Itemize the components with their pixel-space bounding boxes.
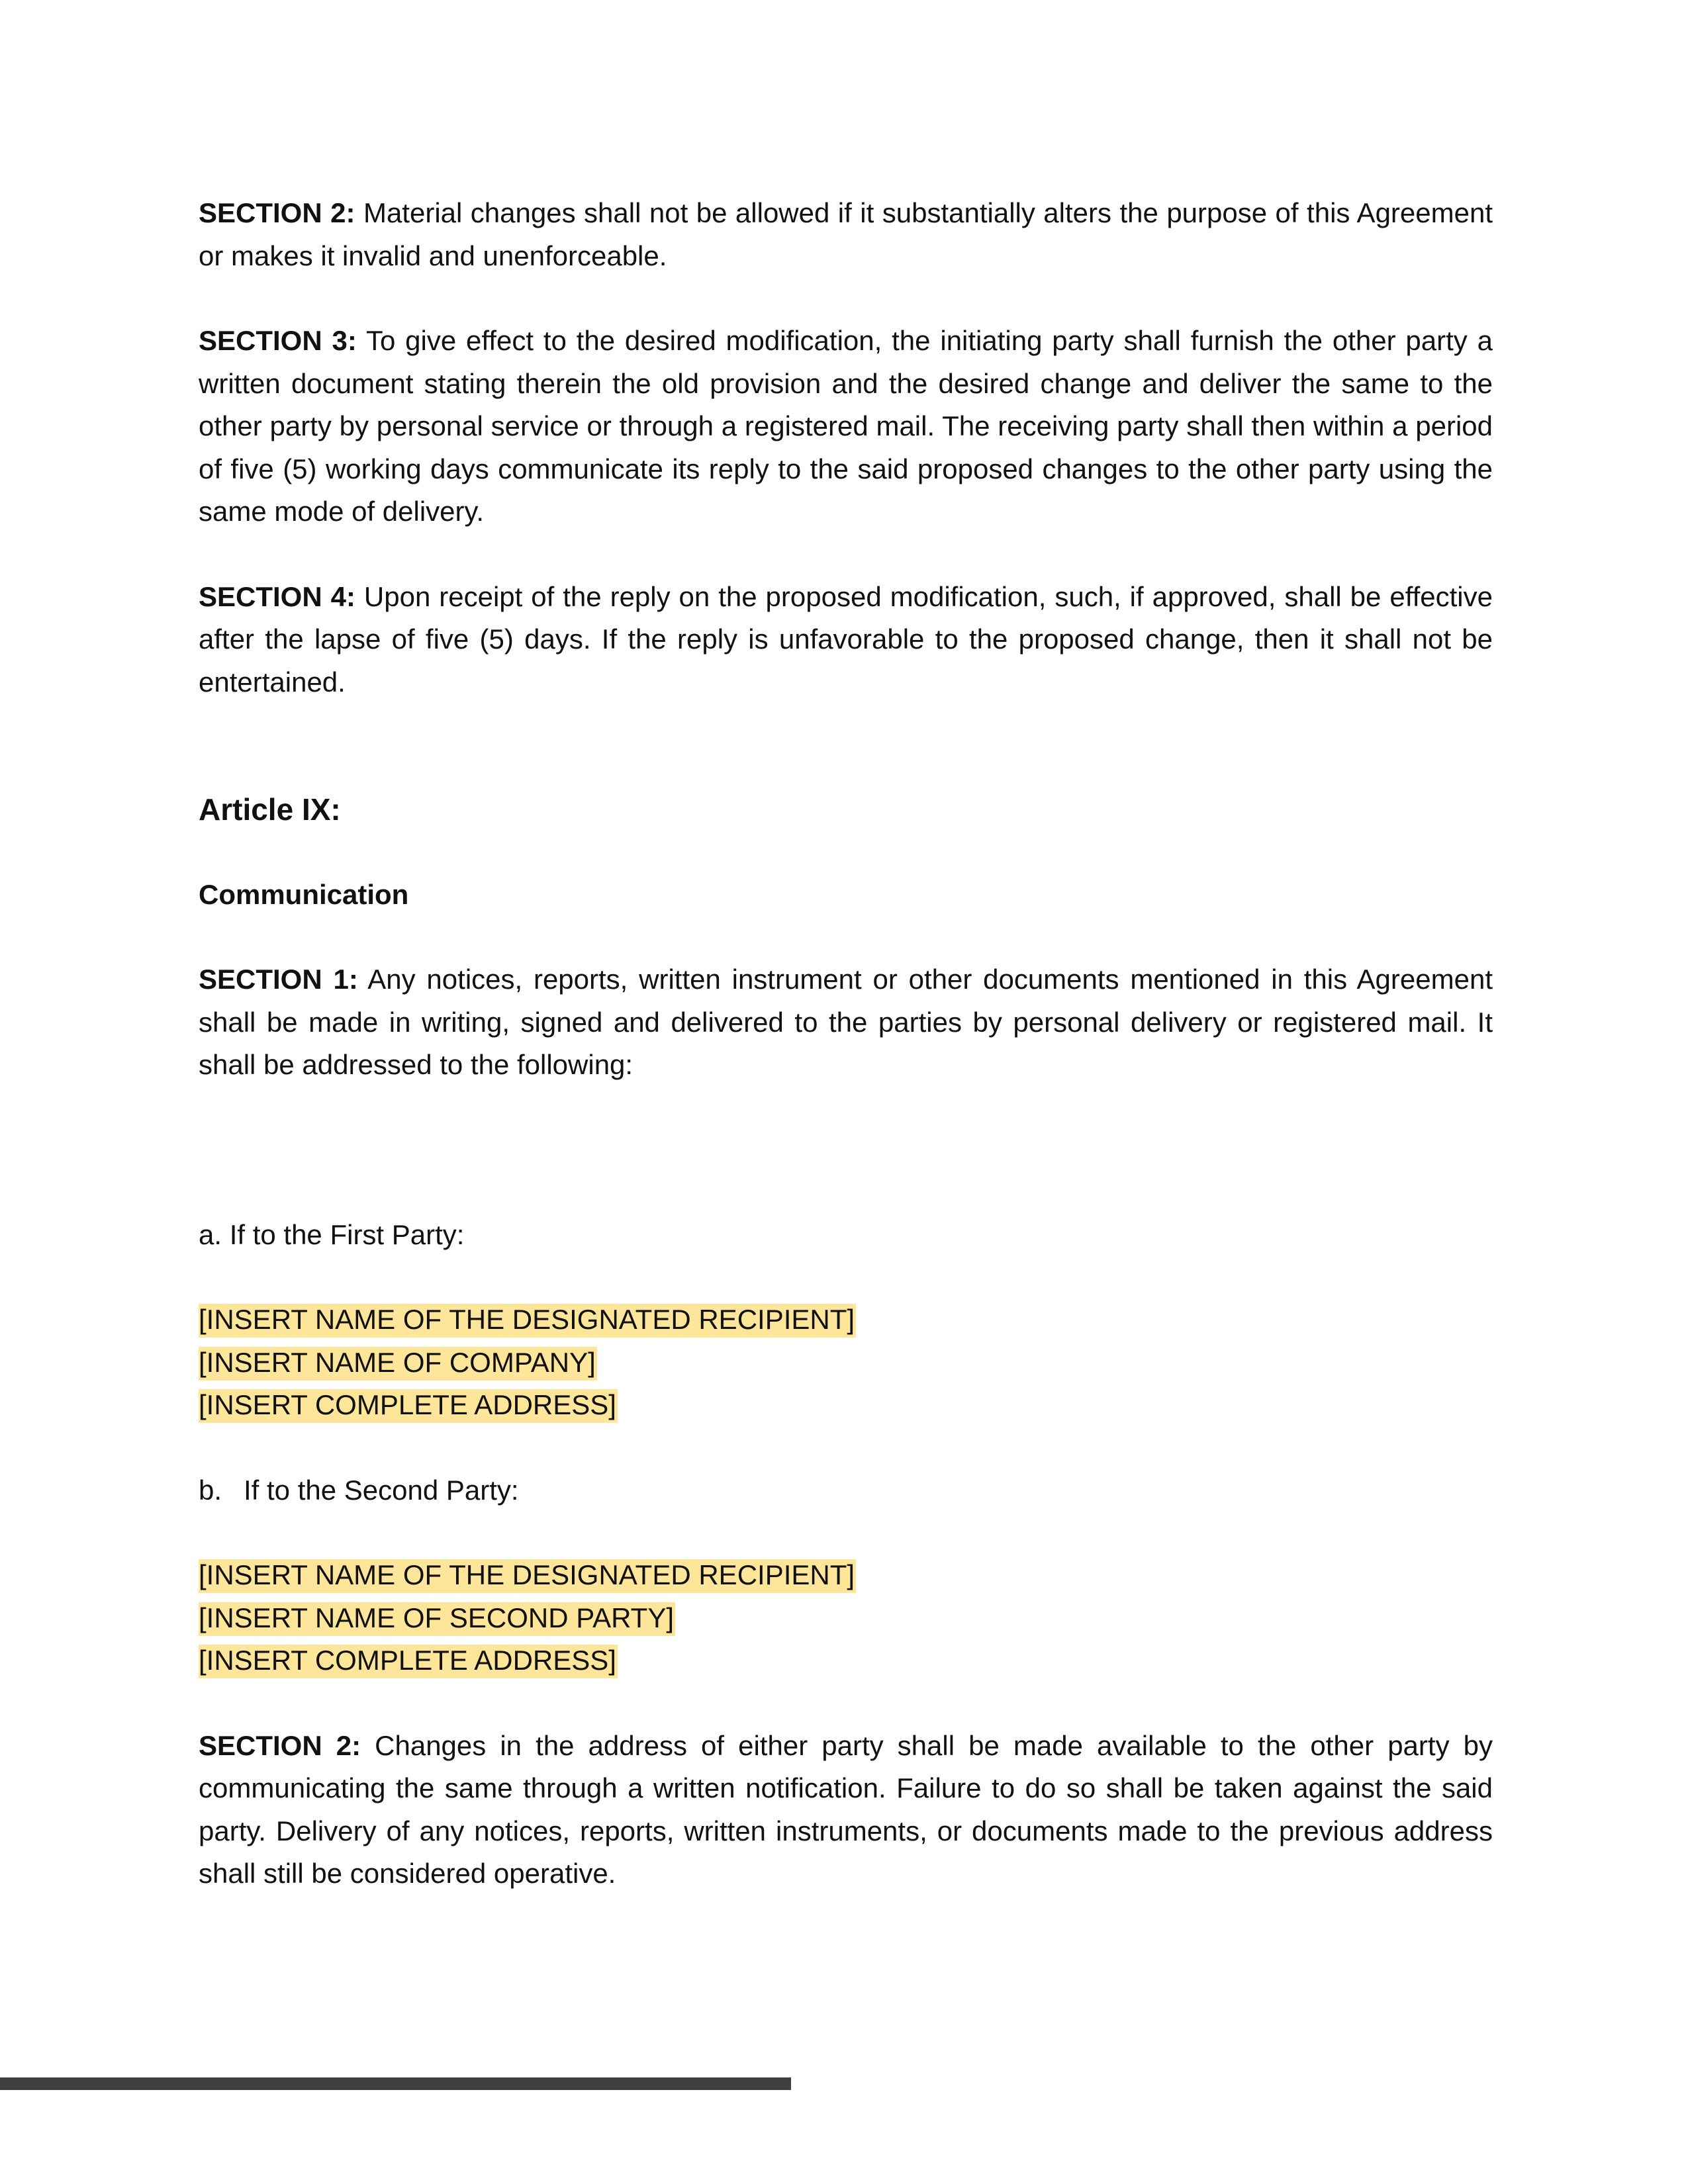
section-2-paragraph [199,192,1493,277]
article-heading: Article IX: [199,792,341,827]
placeholder-highlight: [INSERT NAME OF THE DESIGNATED RECIPIENT] [199,1304,856,1338]
placeholder-line [199,1342,1493,1385]
section-text: Upon receipt of the reply on the proposed modification, such, if approved, shall be effective after the lapse of five (5) days. If the reply is unfavorable to the proposed change, then it shall not be entertained. [199,580,1493,698]
first-party-heading: a. If to the First Party: [199,1218,465,1250]
placeholder-line [199,1597,1493,1640]
placeholder-highlight: [INSERT NAME OF THE DESIGNATED RECIPIENT] [199,1559,856,1593]
section-text: Changes in the address of either party shall be made available to the other party by communicating the same through a written notification. Failure to do so shall be taken against the said party. Delivery of any notices, reports, written instruments, or documents made to the previous address shall still be considered operative. [199,1729,1493,1889]
placeholder-line [199,1639,1493,1682]
second-party-heading-text: If to the Second Party: [244,1474,519,1506]
section-text: To give effect to the desired modification, the initiating party shall furnish the other party a written document stating therein the old provision and the desired change and deliver the same to the other party by personal service or through a registered mail. The receiving party shall then within a period of five (5) working days communicate its reply to the said proposed changes to the other party using the same mode of delivery. [199,325,1493,527]
article-subheading: Communication [199,878,409,910]
placeholder-line [199,1298,1493,1342]
placeholder-line [199,1554,1493,1597]
placeholder-highlight: [INSERT NAME OF SECOND PARTY] [199,1602,675,1636]
section-label: SECTION 1: [199,964,358,995]
section-label: SECTION 2: [199,197,355,228]
section-label: SECTION 4: [199,580,355,612]
second-party-heading [199,1469,1493,1512]
section-text: Material changes shall not be allowed if it substantially alters the purpose of this Agreement or makes it invalid and unenforceable. [199,197,1493,271]
section-label: SECTION 2: [199,1729,361,1761]
section-3-paragraph [199,320,1493,533]
section-label: SECTION 3: [199,325,357,356]
placeholder-highlight: [INSERT COMPLETE ADDRESS] [199,1389,618,1423]
footer-bar [0,2077,791,2090]
placeholder-highlight: [INSERT NAME OF COMPANY] [199,1347,597,1381]
section-4-paragraph [199,576,1493,704]
placeholder-highlight: [INSERT COMPLETE ADDRESS] [199,1645,618,1678]
document-page [199,192,1493,1895]
section-text: Any notices, reports, written instrument or other documents mentioned in this Agreement shall be made in writing, signed and delivered to the parties by personal delivery or registered mail. It shall be addressed to the following: [199,964,1493,1080]
placeholder-line [199,1384,1493,1427]
communication-section-2-paragraph [199,1725,1493,1895]
communication-section-1-paragraph [199,958,1493,1087]
list-marker: b. [199,1474,222,1506]
